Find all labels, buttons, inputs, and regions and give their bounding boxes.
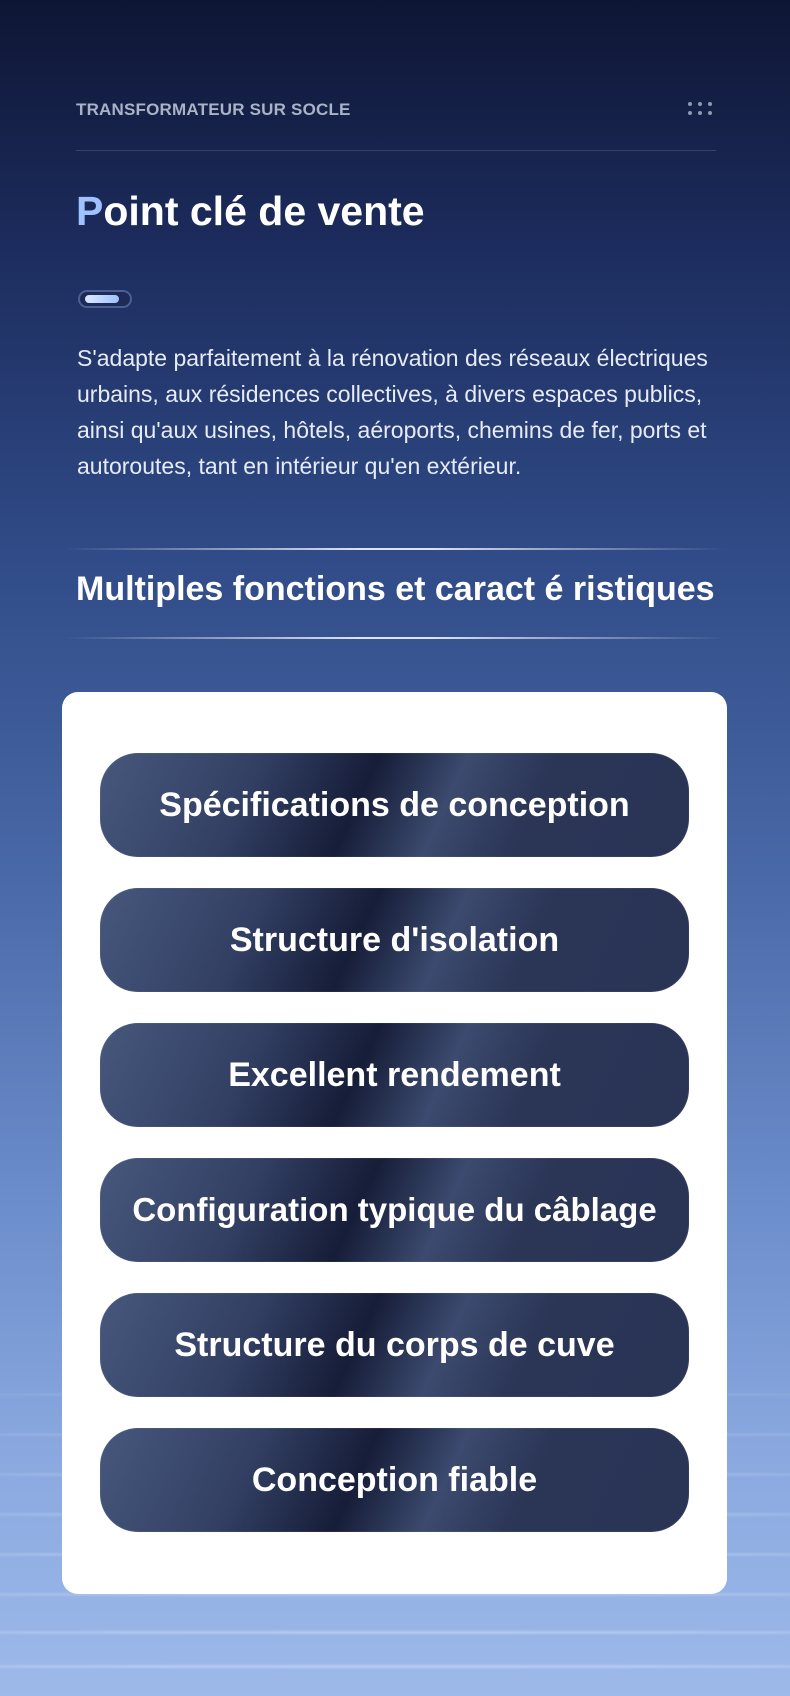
feature-button-reliable-design[interactable]: Conception fiable [100,1428,689,1532]
features-card [62,692,727,1594]
title-accent-letter: P [76,188,104,234]
section-divider-top [64,548,726,550]
feature-button-specifications[interactable]: Spécifications de conception [100,753,689,857]
feature-button-efficiency[interactable]: Excellent rendement [100,1023,689,1127]
grid-dots-icon[interactable] [688,102,716,116]
feature-button-insulation-structure[interactable]: Structure d'isolation [100,888,689,992]
top-bar [76,92,716,151]
toggle-pill-icon [78,290,132,308]
feature-button-tank-body-structure[interactable]: Structure du corps de cuve [100,1293,689,1397]
title-text: oint clé de vente [103,188,425,234]
section-title: Multiples fonctions et caract é ristiques [76,570,715,608]
feature-button-wiring-configuration[interactable]: Configuration typique du câblage [100,1158,689,1262]
section-divider-bottom [64,637,726,639]
hero-description: S'adapte parfaitement à la rénovation des réseaux électriques urbains, aux résidences collectives, à divers espaces publics, ainsi qu'aux usines, hôtels, aéroports, chemins de fer, ports et autoroutes, tant en intérieur qu'en extérieur. [77,345,708,479]
page-title [76,188,425,235]
eyebrow-label: TRANSFORMATEUR SUR SOCLE [76,100,351,119]
